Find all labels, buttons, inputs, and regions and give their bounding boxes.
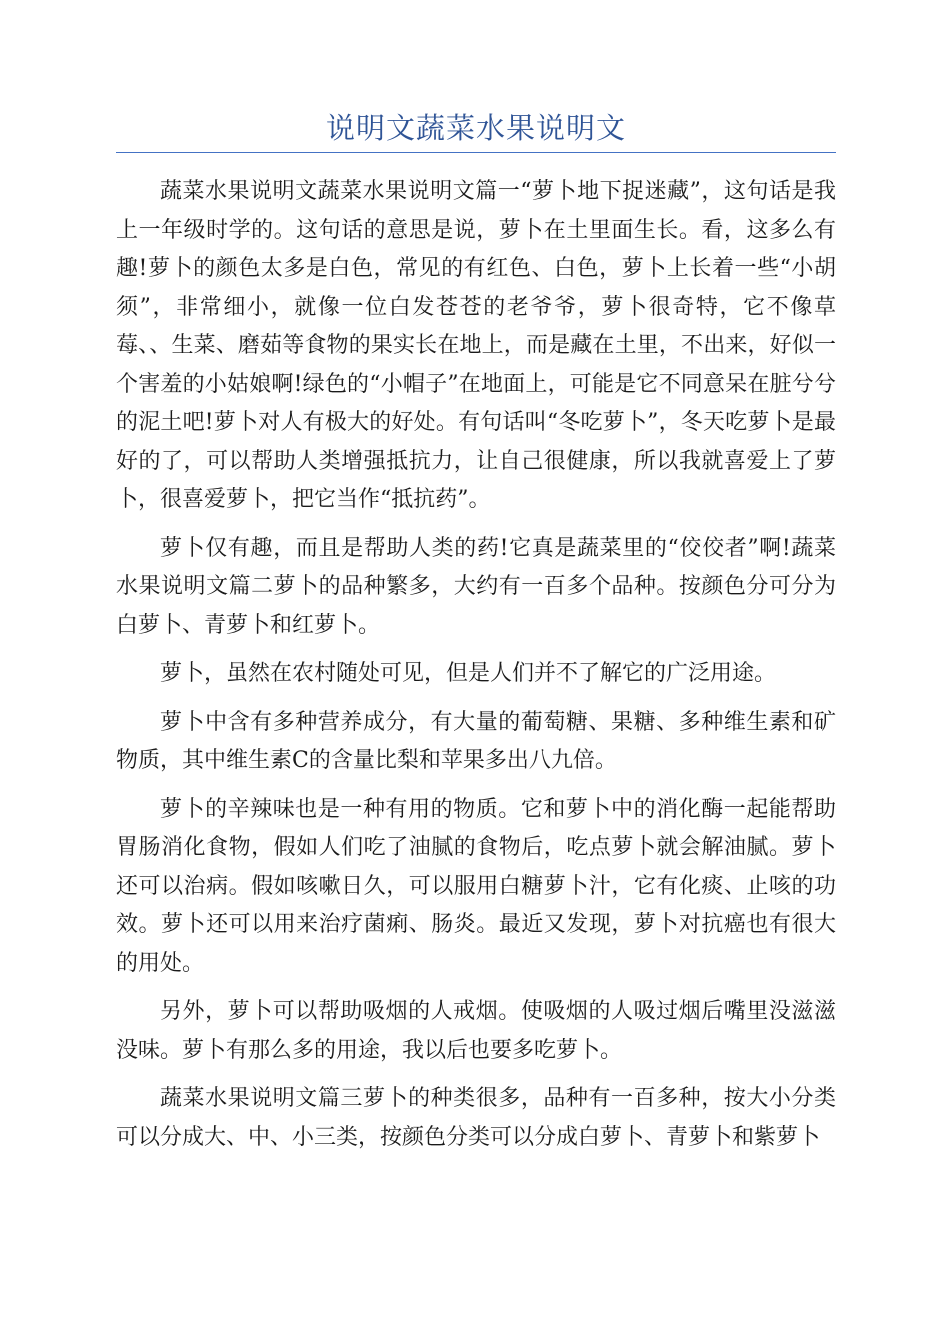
paragraph-6: 另外，萝卜可以帮助吸烟的人戒烟。使吸烟的人吸过烟后嘴里没滋滋没味。萝卜有那么多的用途，我以后也要多吃萝卜。 [116,999,836,1063]
title-underline [116,152,836,153]
paragraph-3: 萝卜，虽然在农村随处可见，但是人们并不了解它的广泛用途。 [160,661,777,686]
document-page [116,108,836,1167]
paragraph-5: 萝卜的辛辣味也是一种有用的物质。它和萝卜中的消化酶一起能帮助胃肠消化食物，假如人们吃了油腻的食物后，吃点萝卜就会解油腻。萝卜还可以治病。假如咳嗽日久，可以服用白糖萝卜汁，它有化痰、止咳的功效。萝卜还可以用来治疗菌痢、肠炎。最近又发现，萝卜对抗癌也有很大的用处。 [116,796,836,976]
paragraph-4: 萝卜中含有多种营养成分，有大量的葡萄糖、果糖、多种维生素和矿物质，其中维生素C的含量比梨和苹果多出八九倍。 [116,709,836,773]
paragraph-1: 蔬菜水果说明文蔬菜水果说明文篇一“萝卜地下捉迷藏”，这句话是我上一年级时学的。这句话的意思是说，萝卜在土里面生长。看，这多么有趣!萝卜的颜色太多是白色，常见的有红色、白色，萝卜上长着一些“小胡须”，非常细小，就像一位白发苍苍的老爷爷，萝卜很奇特，它不像草莓、、生菜、磨茹等食物的果实长在地上，而是藏在土里，不出来，好似一个害羞的小姑娘啊!绿色的“小帽子”在地面上，可能是它不同意呆在脏兮兮的泥土吧!萝卜对人有极大的好处。有句话叫“冬吃萝卜”，冬天吃萝卜是最好的了，可以帮助人类增强抵抗力，让自己很健康，所以我就喜爱上了萝卜，很喜爱萝卜，把它当作“抵抗药”。 [116,179,836,512]
document-title: 说明文蔬菜水果说明文 [325,111,626,145]
paragraph-7: 蔬菜水果说明文篇三萝卜的种类很多，品种有一百多种，按大小分类可以分成大、中、小三类，按颜色分类可以分成白萝卜、青萝卜和紫萝卜 [116,1086,836,1150]
paragraph-2: 萝卜仅有趣，而且是帮助人类的药!它真是蔬菜里的“佼佼者”啊!蔬菜水果说明文篇二萝卜的品种繁多，大约有一百多个品种。按颜色分可分为白萝卜、青萝卜和红萝卜。 [116,535,836,638]
